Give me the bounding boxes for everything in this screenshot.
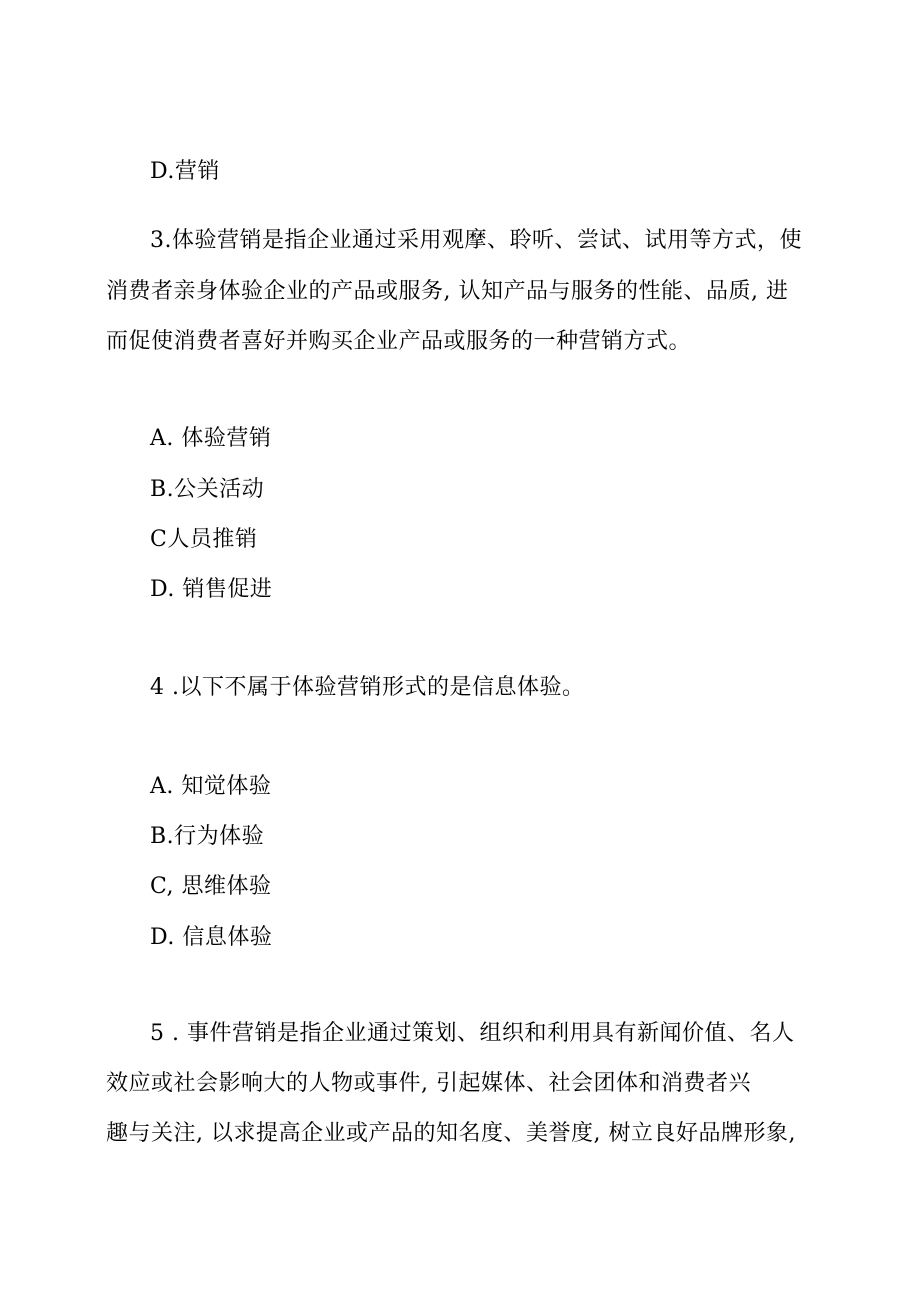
q4-option-b: B.行为体验 — [150, 824, 265, 849]
q3-option-a: A. 体验营销 — [150, 426, 272, 451]
q4-option-a: A. 知觉体验 — [150, 774, 272, 799]
q3-stem-line-1: 3.体验营销是指企业通过采用观摩、聆听、尝试、试用等方式，使 — [150, 228, 802, 253]
q3-stem-line-2: 消费者亲身体验企业的产品或服务, 认知产品与服务的性能、品质, 进 — [106, 279, 789, 304]
q3-option-d: D. 销售促进 — [150, 577, 273, 602]
q4-option-d: D. 信息体验 — [150, 925, 273, 950]
q3-stem-line-3: 而促使消费者喜好并购买企业产品或服务的一种营销方式。 — [106, 329, 692, 354]
q2-option-d: D.营销 — [150, 159, 220, 184]
q4-option-c: C, 思维体验 — [150, 874, 272, 899]
q5-stem-line-2: 效应或社会影响大的人物或事件, 引起媒体、社会团体和消费者兴 — [106, 1071, 751, 1096]
q3-option-b: B.公关活动 — [150, 477, 265, 502]
q4-stem: 4 .以下不属于体验营销形式的是信息体验。 — [150, 675, 585, 700]
q5-stem-line-1: 5 . 事件营销是指企业通过策划、组织和利用具有新闻价值、名人 — [150, 1021, 795, 1046]
q3-option-c: C人员推销 — [150, 527, 258, 552]
q5-stem-line-3: 趣与关注, 以求提高企业或产品的知名度、美誉度, 树立良好品牌形象, — [106, 1121, 796, 1146]
